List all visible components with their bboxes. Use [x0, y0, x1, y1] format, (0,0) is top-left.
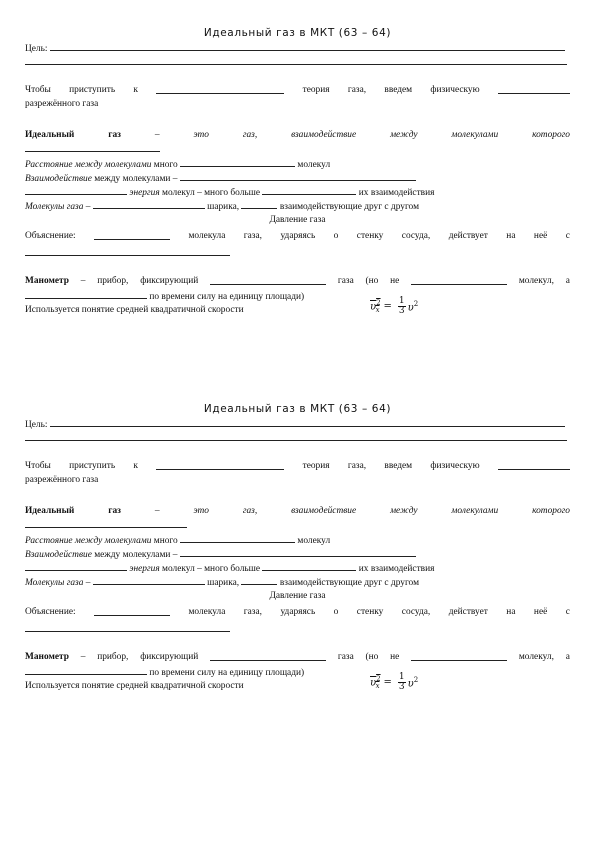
word: (но	[365, 276, 379, 286]
manometer-blank-1[interactable]	[210, 652, 326, 661]
word: газ,	[242, 130, 258, 140]
word: физическую	[430, 85, 480, 95]
goal-blank[interactable]	[50, 42, 565, 51]
energy-blank-2[interactable]	[262, 562, 356, 571]
word: к	[133, 85, 138, 95]
molecules-blank-1[interactable]	[93, 200, 205, 209]
text: молекул	[295, 536, 331, 546]
interaction-line	[25, 548, 416, 561]
word: приступить	[69, 461, 116, 471]
word: Чтобы	[25, 85, 51, 95]
word: газа	[337, 652, 354, 662]
goal-line	[25, 418, 565, 431]
word: на	[506, 607, 516, 617]
word: которого	[532, 130, 570, 140]
manometer-blank-1[interactable]	[210, 276, 326, 285]
text: взаимодействующие друг с другом	[277, 578, 420, 588]
goal-blank[interactable]	[50, 418, 565, 427]
energy-line	[25, 562, 434, 575]
pressure-heading: Давление газа	[269, 215, 326, 225]
word: к	[133, 461, 138, 471]
ideal-gas-definition	[25, 506, 570, 517]
term: Манометр	[25, 652, 69, 662]
word: фиксирующий	[140, 276, 199, 286]
ideal-blank[interactable]	[25, 151, 160, 152]
word: молекула	[188, 607, 226, 617]
intro-blank-1[interactable]	[156, 461, 284, 470]
text: их взаимодействия	[356, 564, 435, 574]
word: неё	[533, 231, 548, 241]
word: прибор,	[97, 276, 129, 286]
word: (но	[365, 652, 379, 662]
rms-formula	[370, 297, 418, 316]
word: теория	[302, 461, 330, 471]
intro-blank-2[interactable]	[498, 461, 570, 470]
term: газ	[108, 506, 121, 516]
interaction-line	[25, 172, 416, 185]
text: шарика,	[204, 578, 242, 588]
text: молекул – много больше	[159, 188, 263, 198]
word: это	[193, 506, 209, 516]
formula-fraction: $\frac{1}{3}$	[398, 672, 405, 692]
word: а	[565, 276, 570, 286]
worksheet-title: Идеальный газ в МКТ (63 – 64)	[203, 27, 392, 39]
intro-tail: разрежённого газа	[25, 475, 99, 485]
word: Чтобы	[25, 461, 51, 471]
word: молекула	[188, 231, 226, 241]
manometer-blank-3[interactable]	[25, 290, 147, 299]
intro-tail: разрежённого газа	[25, 99, 99, 109]
word: а	[565, 652, 570, 662]
rms-formula	[370, 673, 418, 692]
ideal-gas-definition	[25, 130, 570, 141]
goal-label: Цель:	[25, 44, 48, 54]
molecules-line	[25, 576, 419, 589]
text: много	[151, 536, 181, 546]
word: молекулами	[451, 506, 499, 516]
manometer-line	[25, 652, 570, 663]
ideal-blank[interactable]	[25, 527, 187, 528]
word: фиксирующий	[140, 652, 199, 662]
word: теория	[302, 85, 330, 95]
word: сосуда,	[401, 607, 431, 617]
term: Взаимодействие	[25, 174, 92, 184]
rms-line: Используется понятие средней квадратичной скорости	[25, 305, 244, 315]
intro-paragraph	[25, 461, 570, 472]
explanation-blank[interactable]	[94, 607, 170, 616]
text: между молекулами –	[91, 174, 180, 184]
goal-blank-2[interactable]	[25, 64, 567, 65]
formula-rhs: $\upsilon^2$	[407, 675, 419, 690]
distance-blank[interactable]	[180, 158, 295, 167]
explanation-line	[25, 231, 570, 242]
word: Объяснение:	[25, 607, 76, 617]
distance-line	[25, 158, 330, 171]
pressure-heading: Давление газа	[269, 591, 326, 601]
manometer-line-2	[25, 290, 304, 303]
term: Расстояние между молекулами	[25, 536, 152, 546]
goal-label: Цель:	[25, 420, 48, 430]
molecules-blank-1[interactable]	[93, 576, 205, 585]
word: сосуда,	[401, 231, 431, 241]
goal-blank-2[interactable]	[25, 440, 567, 441]
word: неё	[533, 607, 548, 617]
interaction-blank[interactable]	[180, 172, 416, 181]
text: взаимодействующие друг с другом	[277, 202, 420, 212]
word: введем	[384, 461, 413, 471]
formula-fraction: $\frac{1}{3}$	[398, 296, 405, 316]
word: молекул,	[518, 276, 554, 286]
word: не	[390, 652, 400, 662]
molecules-line	[25, 200, 419, 213]
manometer-blank-3[interactable]	[25, 666, 147, 675]
word: это	[193, 130, 209, 140]
text: по времени силу на единицу площади)	[147, 668, 305, 678]
word: газа	[337, 276, 354, 286]
word: взаимодействие	[291, 130, 357, 140]
energy-blank-2[interactable]	[262, 186, 356, 195]
text: между молекулами –	[91, 550, 180, 560]
intro-paragraph	[25, 85, 570, 96]
word: с	[565, 231, 570, 241]
word: приступить	[69, 85, 116, 95]
text: их взаимодействия	[356, 188, 435, 198]
explanation-blank-2[interactable]	[25, 255, 230, 256]
word: газа,	[243, 231, 263, 241]
word: введем	[384, 85, 413, 95]
word: взаимодействие	[291, 506, 357, 516]
word: не	[390, 276, 400, 286]
word: с	[565, 607, 570, 617]
manometer-blank-2[interactable]	[411, 276, 507, 285]
text: шарика,	[204, 202, 242, 212]
word: Объяснение:	[25, 231, 76, 241]
word: газа,	[347, 85, 367, 95]
word: газа,	[243, 607, 263, 617]
distance-line	[25, 534, 330, 547]
word: действует	[448, 607, 488, 617]
formula-lhs: $\upsilon^2_x$	[370, 674, 381, 691]
term: Идеальный	[25, 506, 75, 516]
word: газ,	[242, 506, 258, 516]
word: прибор,	[97, 652, 129, 662]
text: молекул	[295, 160, 331, 170]
worksheet-2	[0, 403, 595, 783]
word: газа,	[347, 461, 367, 471]
text: –	[83, 202, 93, 212]
manometer-line	[25, 276, 570, 287]
dash: –	[80, 276, 86, 286]
molecules-blank-2[interactable]	[241, 200, 277, 209]
text: молекул – много больше	[159, 564, 263, 574]
word: стенку	[356, 607, 384, 617]
term: Взаимодействие	[25, 550, 92, 560]
word: молекулами	[451, 130, 499, 140]
text: –	[83, 578, 93, 588]
text: по времени силу на единицу площади)	[147, 292, 305, 302]
dash: –	[154, 506, 160, 516]
distance-blank[interactable]	[180, 534, 295, 543]
goal-line	[25, 42, 565, 55]
term: Расстояние между молекулами	[25, 160, 152, 170]
explanation-blank-2[interactable]	[25, 631, 230, 632]
word: о	[333, 607, 339, 617]
term: газ	[108, 130, 121, 140]
worksheet-1	[0, 27, 595, 407]
word: на	[506, 231, 516, 241]
intro-blank-1[interactable]	[156, 85, 284, 94]
interaction-blank[interactable]	[180, 548, 416, 557]
term: Манометр	[25, 276, 69, 286]
word: ударяясь	[280, 607, 316, 617]
formula-equals: =	[383, 301, 392, 312]
word: стенку	[356, 231, 384, 241]
manometer-line-2	[25, 666, 304, 679]
term: энергия	[127, 188, 160, 198]
explanation-line	[25, 607, 570, 618]
term: Идеальный	[25, 130, 75, 140]
word: между	[390, 130, 418, 140]
word: ударяясь	[280, 231, 316, 241]
dash: –	[154, 130, 160, 140]
word: о	[333, 231, 339, 241]
energy-line	[25, 186, 434, 199]
word: между	[390, 506, 418, 516]
formula-equals: =	[383, 677, 392, 688]
formula-rhs: $\upsilon^2$	[407, 299, 419, 314]
word: которого	[532, 506, 570, 516]
word: действует	[448, 231, 488, 241]
worksheet-title: Идеальный газ в МКТ (63 – 64)	[203, 403, 392, 415]
energy-blank-1[interactable]	[25, 562, 127, 571]
term: Молекулы газа	[25, 578, 84, 588]
dash: –	[80, 652, 86, 662]
molecules-blank-2[interactable]	[241, 576, 277, 585]
term: энергия	[127, 564, 160, 574]
word: физическую	[430, 461, 480, 471]
formula-lhs: $\upsilon^2_x$	[370, 298, 381, 315]
text: много	[151, 160, 181, 170]
word: молекул,	[518, 652, 554, 662]
manometer-blank-2[interactable]	[411, 652, 507, 661]
rms-line: Используется понятие средней квадратичной скорости	[25, 681, 244, 691]
energy-blank-1[interactable]	[25, 186, 127, 195]
intro-blank-2[interactable]	[498, 85, 570, 94]
explanation-blank[interactable]	[94, 231, 170, 240]
term: Молекулы газа	[25, 202, 84, 212]
